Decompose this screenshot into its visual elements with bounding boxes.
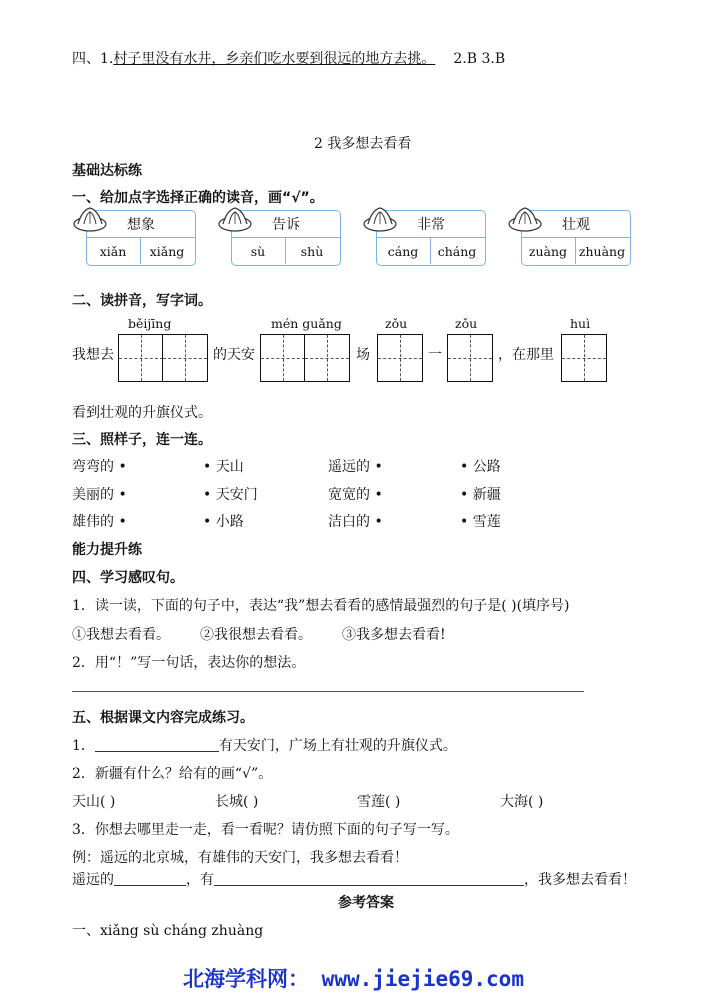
check-choice[interactable]: 天山( ): [72, 794, 116, 810]
fill-blank[interactable]: [114, 871, 186, 886]
pinyin-option[interactable]: shù: [300, 244, 324, 259]
pinyin-label: zǒu: [385, 316, 408, 331]
q5-item2: 2．新疆有什么？给有的画“√”。: [72, 766, 273, 782]
pronunciation-card: [231, 210, 341, 266]
writing-grid[interactable]: [377, 334, 423, 382]
footer-watermark[interactable]: 北海学科网： www.jiejie69.com: [183, 967, 524, 991]
pinyin-label: běijīng: [128, 316, 172, 331]
match-left[interactable]: 雄伟的 •: [72, 514, 127, 530]
pinyin-option[interactable]: xiǎng: [149, 244, 185, 259]
fill-text: ，我多想去看看！: [524, 872, 636, 888]
match-right[interactable]: • 雪莲: [460, 514, 501, 530]
check-choice[interactable]: 雪莲( ): [357, 794, 401, 810]
q2-text: 的天安: [213, 347, 255, 363]
card-word: 壮观: [562, 217, 590, 233]
pinyin-option[interactable]: cáng: [387, 244, 419, 259]
writing-grid[interactable]: [561, 334, 607, 382]
pronunciation-card: [86, 210, 196, 266]
fill-text: ，有: [186, 872, 214, 888]
pinyin-option[interactable]: xiǎn: [99, 244, 127, 259]
answers-line: 一、xiǎng sù cháng zhuàng: [72, 923, 264, 939]
pinyin-option[interactable]: cháng: [437, 244, 477, 259]
q2-title: 二、读拼音，写字词。: [72, 293, 212, 309]
q1-title: 一、给加点字选择正确的读音，画“√”。: [72, 190, 324, 206]
answer-line[interactable]: [72, 691, 584, 692]
q4-option: ③我多想去看看!: [342, 627, 446, 643]
answers-title: 参考答案: [338, 895, 394, 911]
q2-text: ，在那里: [498, 347, 554, 363]
match-left[interactable]: 洁白的 •: [328, 514, 383, 530]
answer-prefix: 四、1.: [72, 51, 114, 67]
pinyin-option[interactable]: sù: [250, 244, 266, 259]
fill-text: 遥远的: [72, 872, 114, 888]
q4-item1: 1．读一读，下面的句子中，表达“我”想去看看的感情最强烈的句子是( )(填序号): [72, 598, 570, 614]
check-choice[interactable]: 长城( ): [215, 794, 259, 810]
q5-example: 例：遥远的北京城，有雄伟的天安门，我多想去看看！: [72, 850, 408, 866]
writing-grid[interactable]: [447, 334, 493, 382]
q4-option: ①我想去看看。: [72, 627, 170, 643]
q2-text: 我想去: [72, 347, 114, 363]
answer-line-top: [72, 48, 505, 68]
card-word: 想象: [127, 217, 155, 233]
q5-item3: 3．你想去哪里走一走，看一看呢？请仿照下面的句子写一写。: [72, 822, 459, 838]
card-word: 告诉: [272, 217, 300, 233]
writing-grid[interactable]: [260, 334, 350, 382]
pinyin-label: mén guǎng: [271, 316, 342, 331]
match-right[interactable]: • 天安门: [203, 487, 258, 503]
fill-blank[interactable]: [214, 871, 524, 886]
q4-item2: 2．用“！”写一句话，表达你的想法。: [72, 655, 306, 671]
q4-option: ②我很想去看看。: [200, 627, 312, 643]
match-left[interactable]: 宽宽的 •: [328, 487, 383, 503]
match-right[interactable]: • 天山: [203, 459, 244, 475]
answer-sentence: 村子里没有水井，乡亲们吃水要到很远的地方去挑。: [113, 51, 436, 67]
pinyin-option[interactable]: zuàng: [528, 244, 568, 259]
q2-text: 场: [356, 347, 370, 363]
match-right[interactable]: • 小路: [203, 514, 244, 530]
q5-item1-prefix: 1．: [72, 738, 95, 754]
q2-continuation: 看到壮观的升旗仪式。: [72, 405, 212, 421]
pinyin-option[interactable]: zhuàng: [578, 244, 626, 259]
match-left[interactable]: 弯弯的 •: [72, 459, 127, 475]
section-basic: 基础达标练: [72, 163, 142, 179]
match-right[interactable]: • 公路: [460, 459, 501, 475]
match-left[interactable]: 美丽的 •: [72, 487, 127, 503]
section-ability: 能力提升练: [72, 542, 142, 558]
q3-title: 三、照样子，连一连。: [72, 432, 212, 448]
q5-item1: [72, 735, 457, 755]
pinyin-label: huì: [570, 316, 591, 331]
check-choice[interactable]: 大海( ): [500, 794, 544, 810]
q4-title: 四、学习感叹句。: [72, 570, 184, 586]
pinyin-label: zǒu: [455, 316, 478, 331]
answer-rest: 2.B 3.B: [453, 51, 506, 67]
q5-item1-suffix: 有天安门，广场上有壮观的升旗仪式。: [218, 738, 457, 754]
lesson-title: 2 我多想去看看: [314, 136, 412, 152]
q5-title: 五、根据课文内容完成练习。: [72, 710, 254, 726]
q5-imitate: [72, 869, 636, 889]
q2-text: 一: [428, 347, 442, 363]
card-word: 非常: [417, 217, 445, 233]
fill-blank[interactable]: [95, 737, 219, 752]
match-left[interactable]: 遥远的 •: [328, 459, 383, 475]
pronunciation-card: [376, 210, 486, 266]
pronunciation-card: [521, 210, 631, 266]
writing-grid[interactable]: [118, 334, 208, 382]
match-right[interactable]: • 新疆: [460, 487, 501, 503]
